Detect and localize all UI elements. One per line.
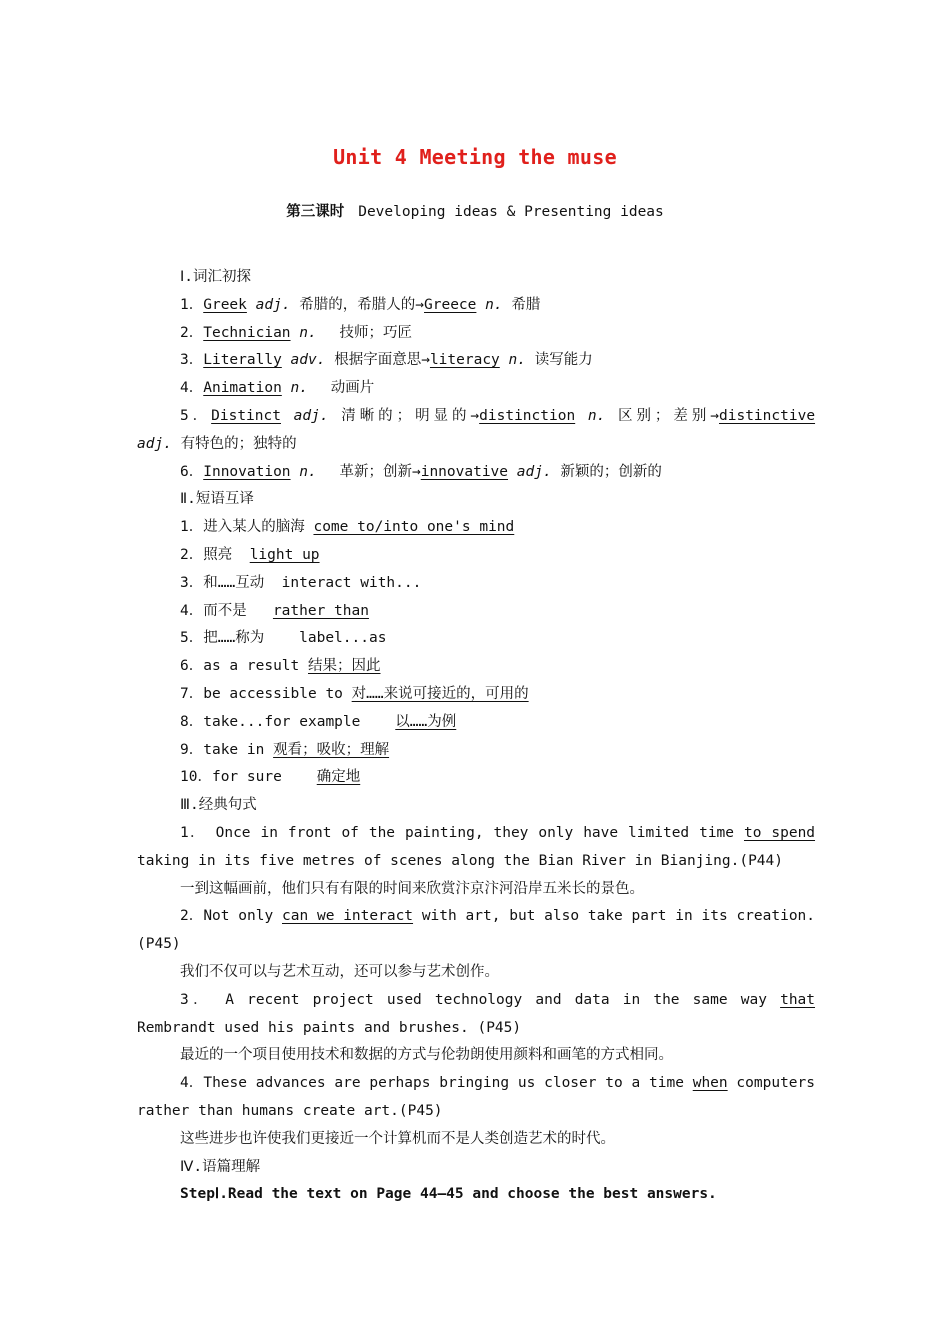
phrase-item: 10．for sure 确定地: [180, 769, 361, 786]
sentence-continuation: rather than humans create art.(P45): [137, 1102, 443, 1119]
phrase-item: 9．take in 观看；吸收；理解: [180, 741, 390, 758]
section-heading-phrases: Ⅱ.短语互译: [180, 491, 254, 508]
lesson-subtitle: [0, 200, 950, 221]
phrase-item: 3．和……互动 interact with...: [180, 574, 422, 591]
vocab-item: 5．Distinct adj. 清晰的；明显的→distinction n. 区别；差别→distinctive: [180, 407, 816, 424]
vocab-item: 1．Greek adj. 希腊的，希腊人的→Greece n. 希腊: [180, 296, 541, 313]
phrase-item: 7．be accessible to 对……来说可接近的，可用的: [180, 685, 529, 702]
phrase-item: 8．take...for example 以……为例: [180, 713, 457, 730]
section-heading-vocab: Ⅰ.词汇初探: [180, 269, 252, 285]
sentence-continuation: taking in its five metres of scenes along the Bian River in Bianjing.(P44): [137, 852, 784, 869]
sentence-item: 2．Not only can we interact with art, but also take part in its creation.: [180, 908, 816, 925]
sentence-translation: 我们不仅可以与艺术互动，还可以参与艺术创作。: [180, 963, 499, 980]
vocab-item: 3．Literally adv. 根据字面意思→literacy n. 读写能力: [180, 352, 593, 369]
vocab-item: 2．Technician n. 技师；巧匠: [180, 324, 412, 341]
reading-step-instruction: StepⅠ.Read the text on Page 44—45 and choose the best answers.: [180, 1186, 717, 1203]
vocab-word: Greek: [203, 296, 247, 313]
lesson-label: 第三课时: [286, 204, 345, 220]
phrase-item: 6．as a result 结果；因此: [180, 658, 381, 675]
vocab-word: Technician: [203, 324, 291, 341]
sentence-continuation: (P45): [137, 936, 181, 953]
phrase-item: 2．照亮 light up: [180, 546, 320, 563]
lesson-topic: Developing ideas & Presenting ideas: [358, 204, 664, 220]
vocab-word: Animation: [203, 380, 282, 397]
sentence-translation: 这些进步也许使我们更接近一个计算机而不是人类创造艺术的时代。: [180, 1130, 615, 1147]
phrase-item: 1．进入某人的脑海 come to/into one's mind: [180, 519, 515, 536]
section-heading-sentences: Ⅲ.经典句式: [180, 797, 257, 814]
sentence-item: 4．These advances are perhaps bringing us closer to a time when computers: [180, 1075, 815, 1092]
sentence-translation: 最近的一个项目使用技术和数据的方式与伦勃朗使用颜料和画笔的方式相同。: [180, 1047, 673, 1064]
sentence-continuation: Rembrandt used his paints and brushes. (P45): [137, 1019, 522, 1036]
sentence-item: 3． A recent project used technology and data in the same way that: [180, 991, 816, 1008]
sentence-item: 1． Once in front of the painting, they only have limited time to spend: [180, 824, 816, 841]
vocab-word: Distinct: [211, 407, 281, 424]
vocab-item: 4．Animation n. 动画片: [180, 380, 375, 397]
vocab-word: Innovation: [203, 463, 291, 480]
vocab-item: 6．Innovation n. 革新；创新→innovative adj. 新颖的；创新的: [180, 463, 662, 480]
phrase-item: 5．把……称为 label...as: [180, 630, 387, 647]
sentence-translation: 一到这幅画前，他们只有有限的时间来欣赏汴京汴河沿岸五米长的景色。: [180, 880, 644, 897]
section-heading-reading: Ⅳ.语篇理解: [180, 1158, 261, 1175]
phrase-item: 4．而不是 rather than: [180, 602, 369, 619]
vocab-word: Literally: [203, 352, 282, 369]
page-title: Unit 4 Meeting the muse: [333, 145, 617, 169]
document-body: [137, 264, 815, 1209]
vocab-item-continuation: adj. 有特色的；独特的: [137, 435, 297, 452]
